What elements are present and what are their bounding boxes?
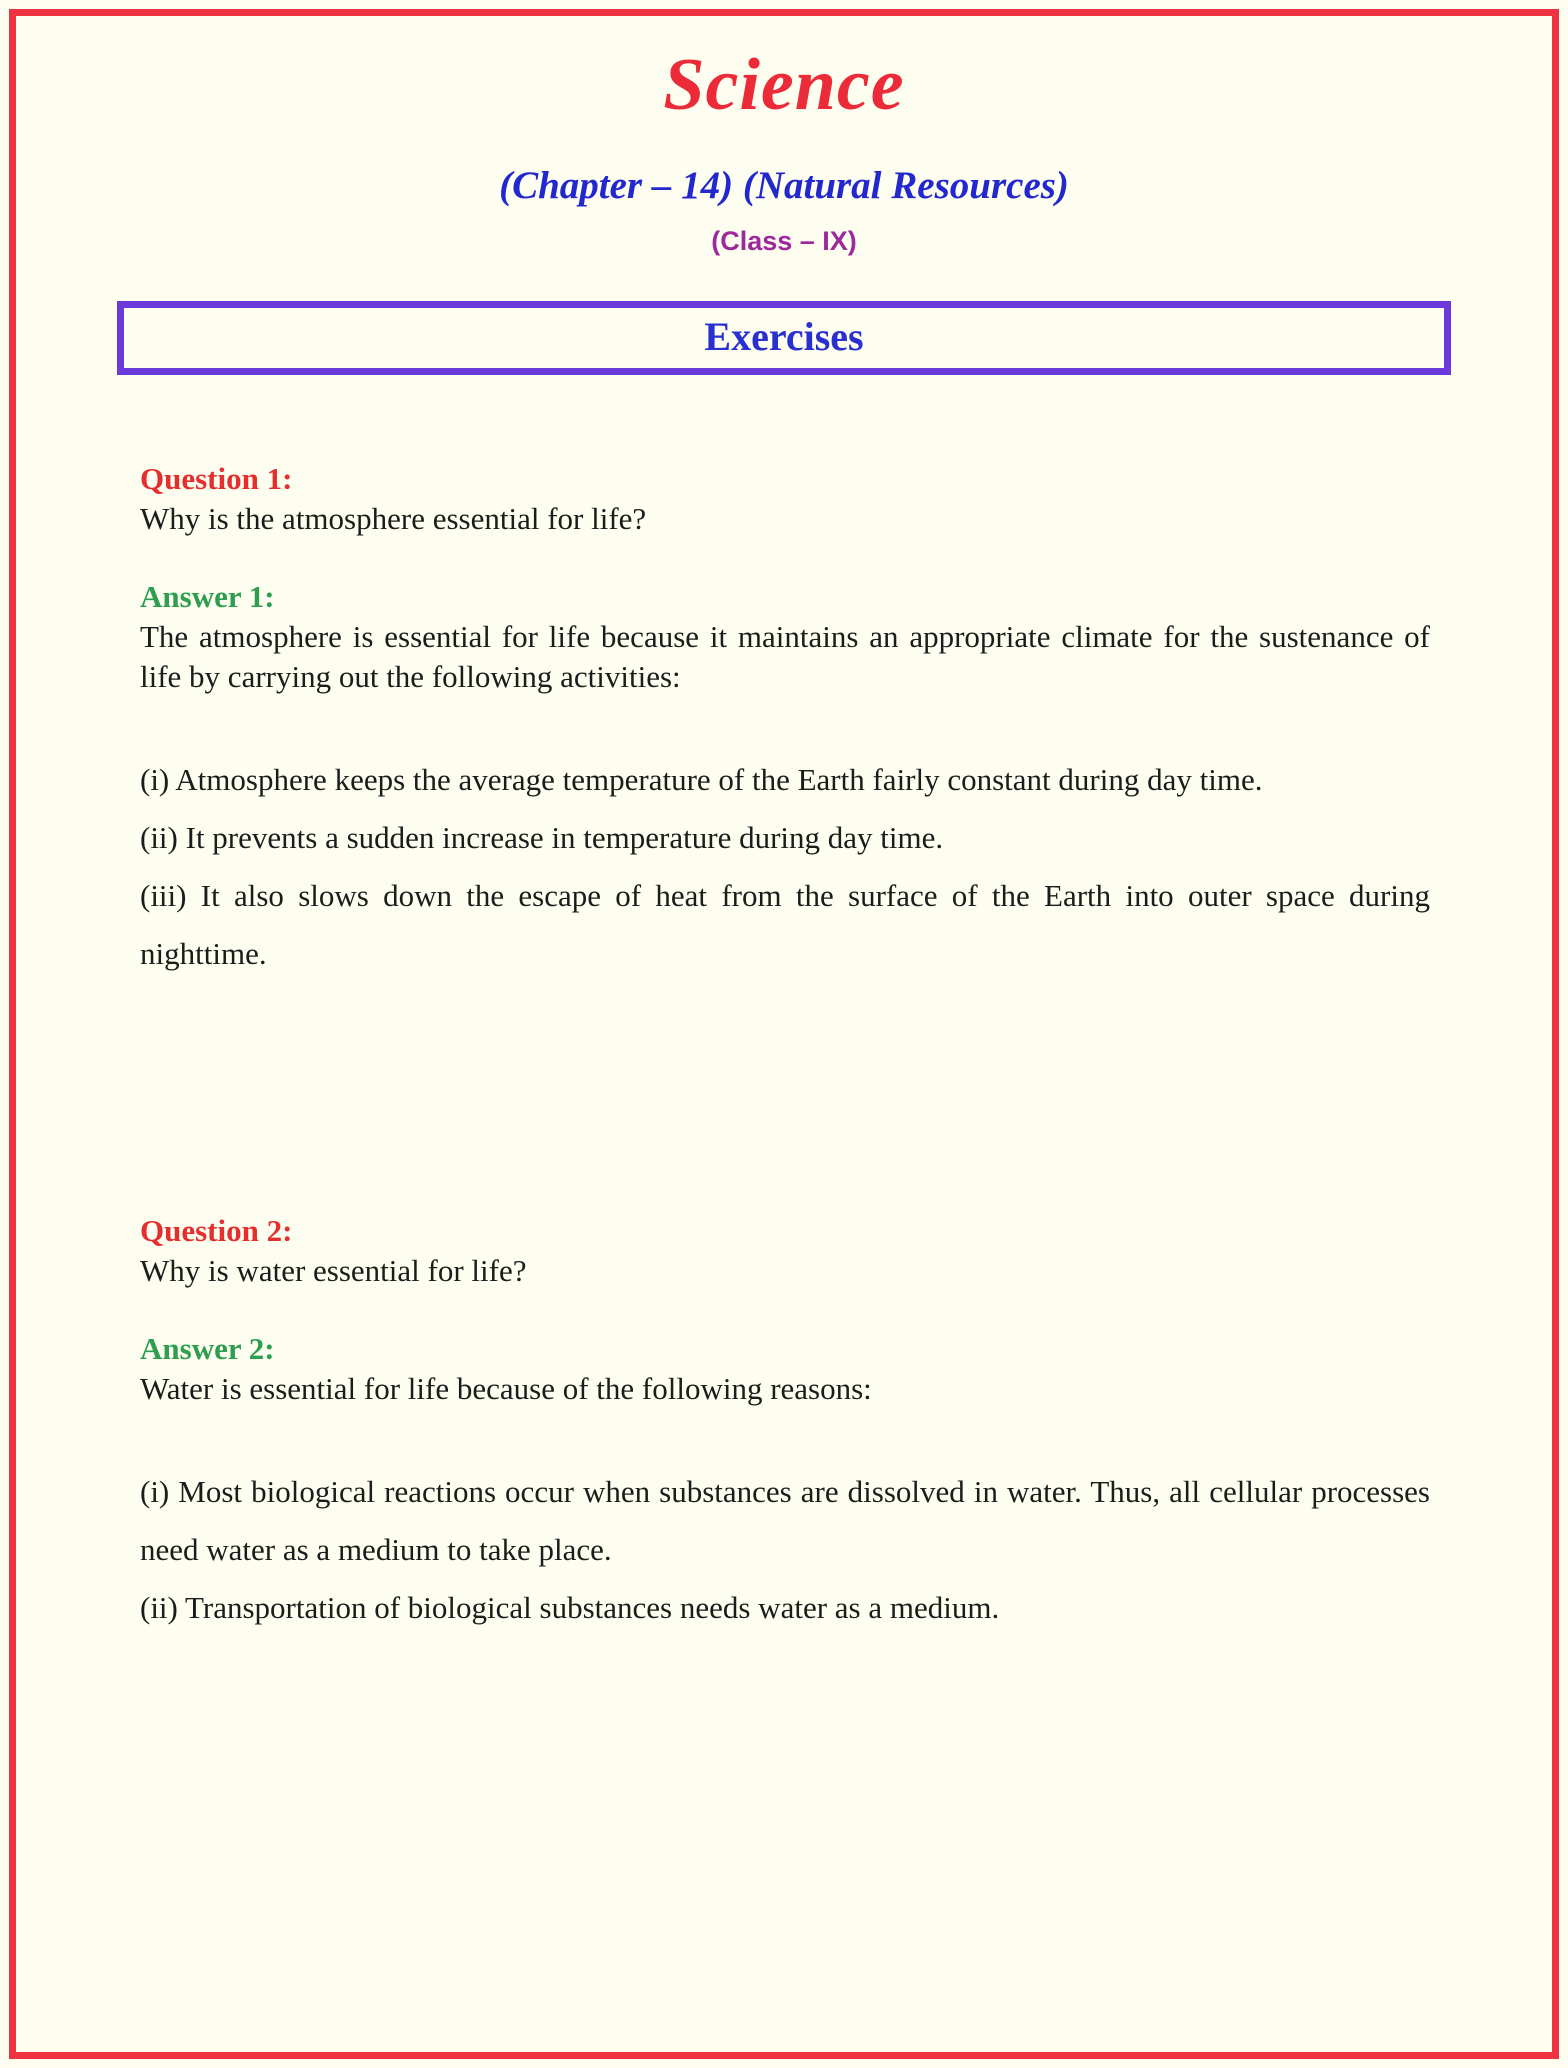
question-2-block xyxy=(140,1211,1430,1637)
question-1-block xyxy=(140,459,1430,983)
question-1-text: Why is the atmosphere essential for life? xyxy=(140,500,647,536)
answer-2-point-2: (ii) Transportation of biological substances needs water as a medium. xyxy=(140,1589,1000,1625)
answer-2-points xyxy=(140,1463,1430,1637)
answer-2-intro: Water is essential for life because of the following reasons: xyxy=(140,1370,872,1406)
answer-1-intro: The atmosphere is essential for life because it maintains an appropriate climate for the sustenance of life by carrying out the following activities: xyxy=(140,618,1430,694)
exercises-section-box xyxy=(117,301,1451,375)
exercises-section-title: Exercises xyxy=(704,313,864,359)
answer-1-points xyxy=(140,751,1430,983)
answer-1-point-3: (iii) It also slows down the escape of heat from the surface of the Earth into outer space during nighttime. xyxy=(140,877,1430,971)
class-label: (Class – IX) xyxy=(711,225,857,256)
question-2-text: Why is water essential for life? xyxy=(140,1252,527,1288)
answer-1-label: Answer 1: xyxy=(140,578,275,614)
answer-1-point-1: (i) Atmosphere keeps the average temperature of the Earth fairly constant during day time. xyxy=(140,761,1263,797)
answer-2-label: Answer 2: xyxy=(140,1330,275,1366)
chapter-subtitle: (Chapter – 14) (Natural Resources) xyxy=(499,163,1069,207)
question-1-label: Question 1: xyxy=(140,460,293,496)
question-2-label: Question 2: xyxy=(140,1212,293,1248)
document-title: Science xyxy=(663,44,905,126)
answer-2-point-1: (i) Most biological reactions occur when substances are dissolved in water. Thus, all cellular processes need water as a medium to take place. xyxy=(140,1473,1430,1567)
answer-1-point-2: (ii) It prevents a sudden increase in temperature during day time. xyxy=(140,819,944,855)
